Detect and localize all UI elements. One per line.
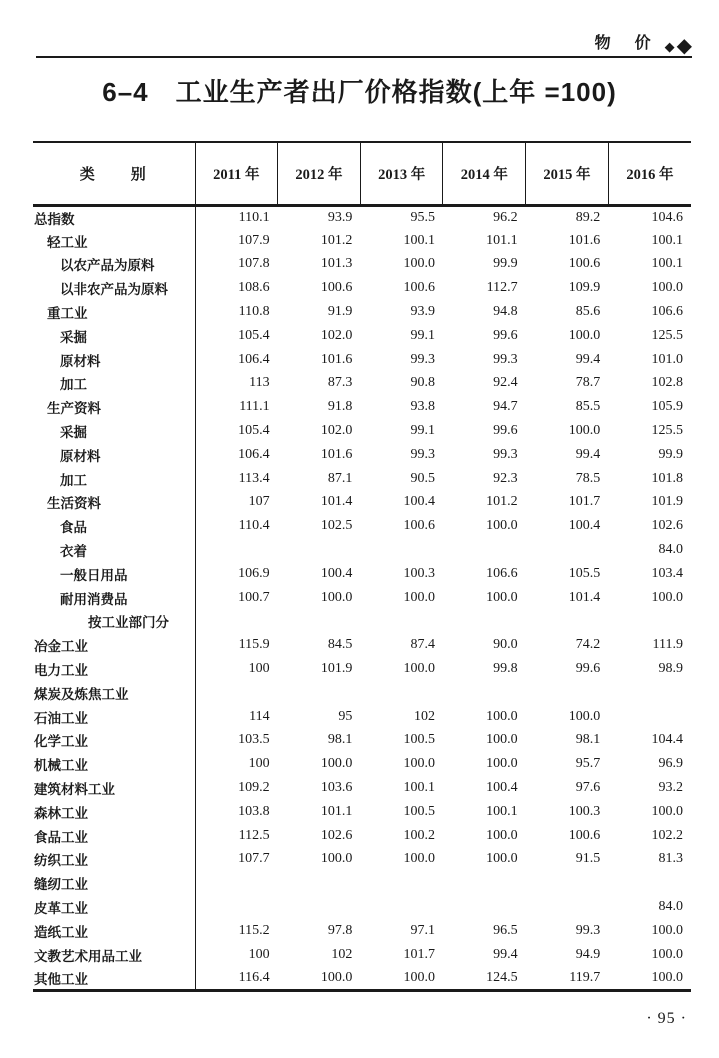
row-label: 石油工业 [33, 705, 195, 729]
value-cell: 115.2 [238, 922, 270, 938]
value-cell: 103.4 [651, 565, 683, 581]
value-cell: 101.0 [651, 351, 683, 367]
row-label: 冶金工业 [33, 633, 195, 657]
year-column-header-2015: 2015 年 [526, 142, 609, 205]
value-cell: 93.2 [658, 780, 683, 796]
table-row [33, 848, 691, 872]
row-label: 煤炭及炼焦工业 [33, 681, 195, 705]
table-row [33, 514, 691, 538]
category-column-header: 类 别 [33, 142, 195, 205]
row-label: 原材料 [33, 348, 195, 372]
value-cell [195, 681, 278, 705]
value-cell: 100.0 [568, 327, 601, 343]
value-cell [278, 871, 361, 895]
row-label: 生产资料 [33, 395, 195, 419]
value-cell [278, 610, 361, 634]
table-header [33, 142, 691, 205]
year-column-header-2014: 2014 年 [443, 142, 526, 205]
table-row [33, 752, 691, 776]
value-cell: 98.1 [327, 732, 353, 748]
index-table-body [33, 205, 691, 990]
value-cell: 90.8 [410, 375, 435, 391]
value-cell: 87.3 [327, 375, 353, 391]
table-container [33, 141, 691, 992]
table-row [33, 205, 691, 229]
value-cell [195, 895, 278, 919]
value-cell: 94.8 [493, 304, 518, 320]
value-cell: 112.5 [238, 827, 270, 843]
value-cell [608, 871, 691, 895]
value-cell: 107.8 [238, 256, 270, 272]
value-cell: 100.5 [403, 803, 435, 819]
value-cell: 100.4 [568, 518, 601, 534]
value-cell [360, 871, 443, 895]
table-row [33, 229, 691, 253]
row-label: 原材料 [33, 443, 195, 467]
value-cell: 91.8 [327, 399, 353, 415]
value-cell [526, 681, 609, 705]
value-cell: 97.1 [410, 922, 435, 938]
value-cell: 101.1 [320, 803, 353, 819]
value-cell [526, 871, 609, 895]
table-row [33, 657, 691, 681]
value-cell: 106.6 [651, 304, 683, 320]
table-row [33, 967, 691, 991]
value-cell: 99.3 [410, 351, 435, 367]
value-cell: 106.9 [238, 565, 270, 581]
value-cell [195, 538, 278, 562]
value-cell: 99.9 [658, 446, 683, 462]
value-cell: 99.6 [493, 327, 518, 343]
row-label: 加工 [33, 467, 195, 491]
value-cell: 100.0 [320, 589, 353, 605]
value-cell: 96.9 [658, 756, 683, 772]
value-cell: 102.0 [320, 423, 353, 439]
row-label: 文教艺术用品工业 [33, 943, 195, 967]
value-cell [526, 610, 609, 634]
value-cell: 101.6 [320, 351, 353, 367]
value-cell: 107.7 [238, 851, 270, 867]
row-label: 耐用消费品 [33, 586, 195, 610]
value-cell: 101.1 [486, 232, 518, 248]
value-cell: 110.8 [238, 304, 270, 320]
value-cell: 100.1 [651, 232, 683, 248]
table-row [33, 824, 691, 848]
value-cell: 101.4 [320, 494, 353, 510]
value-cell: 100.4 [403, 494, 435, 510]
value-cell: 95 [338, 708, 353, 724]
value-cell [278, 895, 361, 919]
row-label: 以非农产品为原料 [33, 276, 195, 300]
value-cell: 100.0 [651, 589, 683, 605]
value-cell: 112.7 [486, 280, 518, 296]
row-label: 按工业部门分 [33, 610, 195, 634]
row-label: 森林工业 [33, 800, 195, 824]
table-row [33, 610, 691, 634]
table-row [33, 800, 691, 824]
value-cell: 93.8 [410, 399, 435, 415]
table-row [33, 562, 691, 586]
value-cell: 100.0 [651, 922, 683, 938]
value-cell [526, 895, 609, 919]
year-column-header-2013: 2013 年 [360, 142, 443, 205]
value-cell: 100.0 [403, 661, 435, 677]
table-row [33, 491, 691, 515]
value-cell: 78.5 [575, 470, 601, 486]
value-cell: 100.2 [403, 827, 435, 843]
value-cell: 97.8 [327, 922, 353, 938]
value-cell: 125.5 [651, 327, 683, 343]
value-cell: 100.4 [320, 565, 353, 581]
value-cell: 102.2 [651, 827, 683, 843]
row-label: 纺织工业 [33, 848, 195, 872]
value-cell: 90.5 [410, 470, 435, 486]
value-cell: 100.1 [486, 803, 518, 819]
value-cell [360, 681, 443, 705]
value-cell [608, 681, 691, 705]
value-cell: 100.3 [568, 803, 601, 819]
value-cell: 100.0 [486, 589, 518, 605]
value-cell: 105.4 [238, 423, 270, 439]
value-cell: 100.0 [486, 518, 518, 534]
value-cell: 100.1 [651, 256, 683, 272]
value-cell: 87.4 [410, 637, 435, 653]
table-row [33, 467, 691, 491]
value-cell: 103.5 [238, 732, 270, 748]
value-cell: 101.2 [486, 494, 518, 510]
value-cell: 106.4 [238, 351, 270, 367]
value-cell: 107.9 [238, 232, 270, 248]
value-cell: 84.5 [327, 637, 353, 653]
value-cell: 89.2 [575, 209, 601, 225]
value-cell: 100.0 [486, 827, 518, 843]
value-cell: 100.6 [568, 256, 601, 272]
table-row [33, 871, 691, 895]
row-label: 食品 [33, 514, 195, 538]
value-cell: 124.5 [443, 967, 526, 991]
value-cell: 100.0 [568, 423, 601, 439]
value-cell [360, 895, 443, 919]
row-label: 生活资料 [33, 491, 195, 515]
row-label: 建筑材料工业 [33, 776, 195, 800]
value-cell: 93.9 [410, 304, 435, 320]
year-column-header-2012: 2012 年 [278, 142, 361, 205]
value-cell: 99.3 [493, 446, 518, 462]
value-cell [443, 895, 526, 919]
row-label: 采掘 [33, 419, 195, 443]
diamond-large-icon: ◆ [676, 35, 692, 57]
value-cell: 85.5 [575, 399, 601, 415]
value-cell: 84.0 [658, 899, 683, 914]
value-cell: 91.5 [575, 851, 601, 867]
value-cell: 99.3 [410, 446, 435, 462]
value-cell: 99.3 [493, 351, 518, 367]
row-label: 电力工业 [33, 657, 195, 681]
value-cell: 100.0 [403, 851, 435, 867]
page-title: 6–4 工业生产者出厂价格指数(上年 =100) [102, 77, 617, 107]
value-cell: 105.9 [651, 399, 683, 415]
value-cell: 100 [248, 661, 270, 677]
value-cell: 109.2 [238, 780, 270, 796]
value-cell [443, 610, 526, 634]
value-cell: 102.0 [320, 327, 353, 343]
value-cell: 99.3 [575, 922, 601, 938]
value-cell: 116.4 [195, 967, 278, 991]
row-label: 总指数 [33, 205, 195, 229]
value-cell: 101.3 [320, 256, 353, 272]
table-row [33, 633, 691, 657]
value-cell: 100.6 [403, 518, 435, 534]
value-cell: 105.5 [568, 565, 601, 581]
value-cell: 106.4 [238, 446, 270, 462]
row-label: 加工 [33, 372, 195, 396]
value-cell [360, 538, 443, 562]
section-label: 物 价 [594, 35, 655, 52]
value-cell: 100.0 [486, 732, 518, 748]
value-cell: 106.6 [486, 565, 518, 581]
value-cell: 100.1 [403, 780, 435, 796]
value-cell: 99.4 [575, 446, 601, 462]
value-cell: 98.9 [658, 661, 683, 677]
value-cell: 101.6 [320, 446, 353, 462]
value-cell: 111.9 [652, 637, 683, 653]
value-cell [608, 705, 691, 729]
table-row [33, 300, 691, 324]
value-cell: 101.7 [568, 494, 601, 510]
table-row [33, 276, 691, 300]
table-row [33, 919, 691, 943]
row-label: 衣着 [33, 538, 195, 562]
table-row [33, 776, 691, 800]
value-cell: 102.6 [320, 827, 353, 843]
value-cell: 100.0 [320, 851, 353, 867]
value-cell: 100.0 [651, 803, 683, 819]
row-label: 采掘 [33, 324, 195, 348]
year-column-header-2016: 2016 年 [608, 142, 691, 205]
table-row [33, 419, 691, 443]
value-cell: 114 [249, 708, 270, 724]
value-cell: 99.6 [493, 423, 518, 439]
row-label: 缝纫工业 [33, 871, 195, 895]
value-cell: 100.3 [403, 565, 435, 581]
value-cell: 102.8 [651, 375, 683, 391]
value-cell: 100.0 [608, 967, 691, 991]
value-cell: 115.9 [238, 637, 270, 653]
row-label: 皮革工业 [33, 895, 195, 919]
value-cell: 100.6 [403, 280, 435, 296]
value-cell: 94.7 [493, 399, 518, 415]
value-cell [526, 538, 609, 562]
value-cell: 100.0 [320, 756, 353, 772]
value-cell: 101.7 [403, 946, 435, 962]
value-cell: 105.4 [238, 327, 270, 343]
value-cell: 100.0 [486, 708, 518, 724]
page-number: · 95 · [646, 1010, 687, 1027]
row-label: 造纸工业 [33, 919, 195, 943]
value-cell: 90.0 [493, 637, 518, 653]
value-cell: 100.0 [486, 756, 518, 772]
value-cell: 96.2 [493, 209, 518, 225]
table-row [33, 729, 691, 753]
value-cell [443, 681, 526, 705]
value-cell: 100.0 [403, 589, 435, 605]
row-label: 机械工业 [33, 752, 195, 776]
value-cell: 85.6 [575, 304, 601, 320]
value-cell: 101.9 [320, 661, 353, 677]
value-cell: 107 [248, 494, 270, 510]
table-row [33, 681, 691, 705]
value-cell: 108.6 [238, 280, 270, 296]
table-row [33, 538, 691, 562]
value-cell: 100 [248, 756, 270, 772]
value-cell: 100.6 [320, 280, 353, 296]
value-cell [278, 681, 361, 705]
value-cell: 100.0 [403, 756, 435, 772]
value-cell [360, 610, 443, 634]
running-head [36, 24, 692, 58]
value-cell: 100.0 [360, 967, 443, 991]
value-cell: 92.4 [493, 375, 518, 391]
value-cell: 92.3 [493, 470, 518, 486]
value-cell: 96.5 [493, 922, 518, 938]
value-cell: 103.6 [320, 780, 353, 796]
value-cell: 100.0 [568, 708, 601, 724]
value-cell: 104.4 [651, 732, 683, 748]
value-cell: 109.9 [568, 280, 601, 296]
value-cell: 98.1 [575, 732, 601, 748]
value-cell: 102 [331, 946, 353, 962]
row-label: 食品工业 [33, 824, 195, 848]
value-cell: 100 [248, 946, 270, 962]
value-cell: 102.6 [651, 518, 683, 534]
value-cell: 95.5 [410, 209, 435, 225]
table-row [33, 705, 691, 729]
row-label: 轻工业 [33, 229, 195, 253]
value-cell: 78.7 [575, 375, 601, 391]
value-cell: 100.7 [238, 589, 270, 605]
value-cell: 99.4 [575, 351, 601, 367]
table-row [33, 253, 691, 277]
value-cell: 110.4 [238, 518, 270, 534]
value-cell: 113 [249, 375, 270, 391]
value-cell: 113.4 [238, 470, 270, 486]
value-cell: 81.3 [658, 851, 683, 867]
table-row [33, 586, 691, 610]
value-cell: 93.9 [327, 209, 353, 225]
value-cell: 101.8 [651, 470, 683, 486]
value-cell: 99.1 [410, 327, 435, 343]
value-cell: 99.9 [493, 256, 518, 272]
diamond-small-icon: ◆ [664, 39, 675, 54]
value-cell: 119.7 [526, 967, 609, 991]
value-cell [443, 871, 526, 895]
value-cell: 99.1 [410, 423, 435, 439]
value-cell: 94.9 [575, 946, 601, 962]
value-cell: 84.0 [658, 542, 683, 558]
value-cell: 101.4 [568, 589, 601, 605]
table-row [33, 348, 691, 372]
value-cell: 125.5 [651, 423, 683, 439]
value-cell [195, 610, 278, 634]
value-cell: 100.1 [403, 232, 435, 248]
value-cell: 87.1 [327, 470, 353, 486]
value-cell: 100.0 [278, 967, 361, 991]
value-cell: 103.8 [238, 803, 270, 819]
row-label: 以农产品为原料 [33, 253, 195, 277]
value-cell: 100.0 [486, 851, 518, 867]
table-row [33, 443, 691, 467]
value-cell: 101.2 [320, 232, 353, 248]
row-label: 一般日用品 [33, 562, 195, 586]
value-cell: 102.5 [320, 518, 353, 534]
row-label: 化学工业 [33, 729, 195, 753]
value-cell: 100.0 [651, 280, 683, 296]
value-cell [443, 538, 526, 562]
value-cell: 110.1 [238, 209, 270, 225]
value-cell: 100.6 [568, 827, 601, 843]
value-cell: 100.4 [486, 780, 518, 796]
table-row [33, 895, 691, 919]
value-cell: 101.6 [568, 232, 601, 248]
value-cell: 100.0 [403, 256, 435, 272]
value-cell [195, 871, 278, 895]
value-cell: 97.6 [575, 780, 601, 796]
value-cell [278, 538, 361, 562]
table-row [33, 324, 691, 348]
table-row [33, 395, 691, 419]
value-cell: 91.9 [327, 304, 353, 320]
row-label: 重工业 [33, 300, 195, 324]
year-column-header-2011: 2011 年 [195, 142, 278, 205]
value-cell: 99.6 [575, 661, 601, 677]
value-cell: 95.7 [575, 756, 601, 772]
table-row [33, 372, 691, 396]
value-cell: 99.4 [493, 946, 518, 962]
table-row [33, 943, 691, 967]
row-label: 其他工业 [33, 967, 195, 991]
value-cell: 100.5 [403, 732, 435, 748]
value-cell: 104.6 [651, 209, 683, 225]
value-cell: 99.8 [493, 661, 518, 677]
price-index-table [33, 141, 691, 992]
value-cell: 100.0 [651, 946, 683, 962]
value-cell: 74.2 [575, 637, 601, 653]
value-cell [608, 610, 691, 634]
value-cell: 101.9 [651, 494, 683, 510]
value-cell: 111.1 [239, 399, 270, 415]
value-cell: 102 [413, 708, 435, 724]
